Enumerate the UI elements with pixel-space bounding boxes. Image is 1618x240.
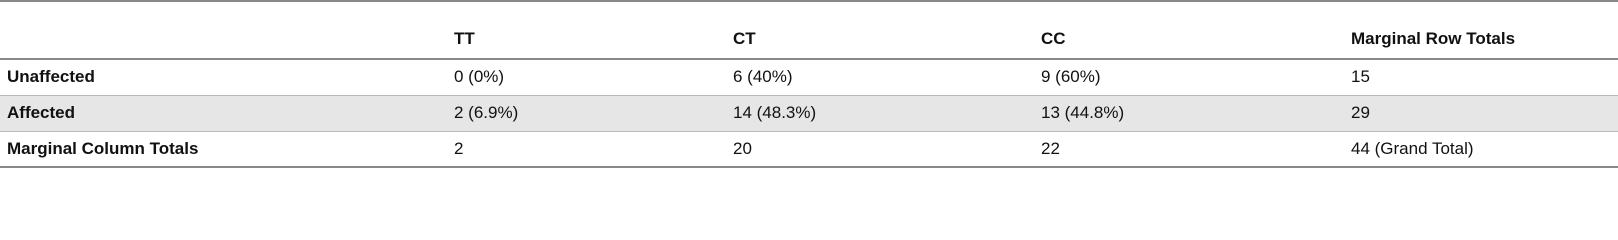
row-label: Unaffected (0, 59, 447, 95)
table-row-column-totals (0, 131, 1618, 167)
table-row-unaffected (0, 59, 1618, 95)
table-cell: 2 (6.9%) (447, 95, 726, 131)
table-cell: 20 (726, 131, 1034, 167)
table-cell: 22 (1034, 131, 1344, 167)
header-cell-row-labels (0, 1, 447, 59)
table-header (0, 1, 1618, 59)
table-cell: 6 (40%) (726, 59, 1034, 95)
header-cell-cc: CC (1034, 1, 1344, 59)
header-row (0, 1, 1618, 59)
table-cell: 15 (1344, 59, 1618, 95)
header-cell-row-totals: Marginal Row Totals (1344, 1, 1618, 59)
header-cell-tt: TT (447, 1, 726, 59)
table-cell: 0 (0%) (447, 59, 726, 95)
table-row-affected (0, 95, 1618, 131)
table-body (0, 59, 1618, 167)
table-cell: 14 (48.3%) (726, 95, 1034, 131)
header-cell-ct: CT (726, 1, 1034, 59)
row-label: Affected (0, 95, 447, 131)
table-cell: 9 (60%) (1034, 59, 1344, 95)
table-cell: 44 (Grand Total) (1344, 131, 1618, 167)
table-cell: 13 (44.8%) (1034, 95, 1344, 131)
row-label: Marginal Column Totals (0, 131, 447, 167)
table-cell: 2 (447, 131, 726, 167)
table-cell: 29 (1344, 95, 1618, 131)
